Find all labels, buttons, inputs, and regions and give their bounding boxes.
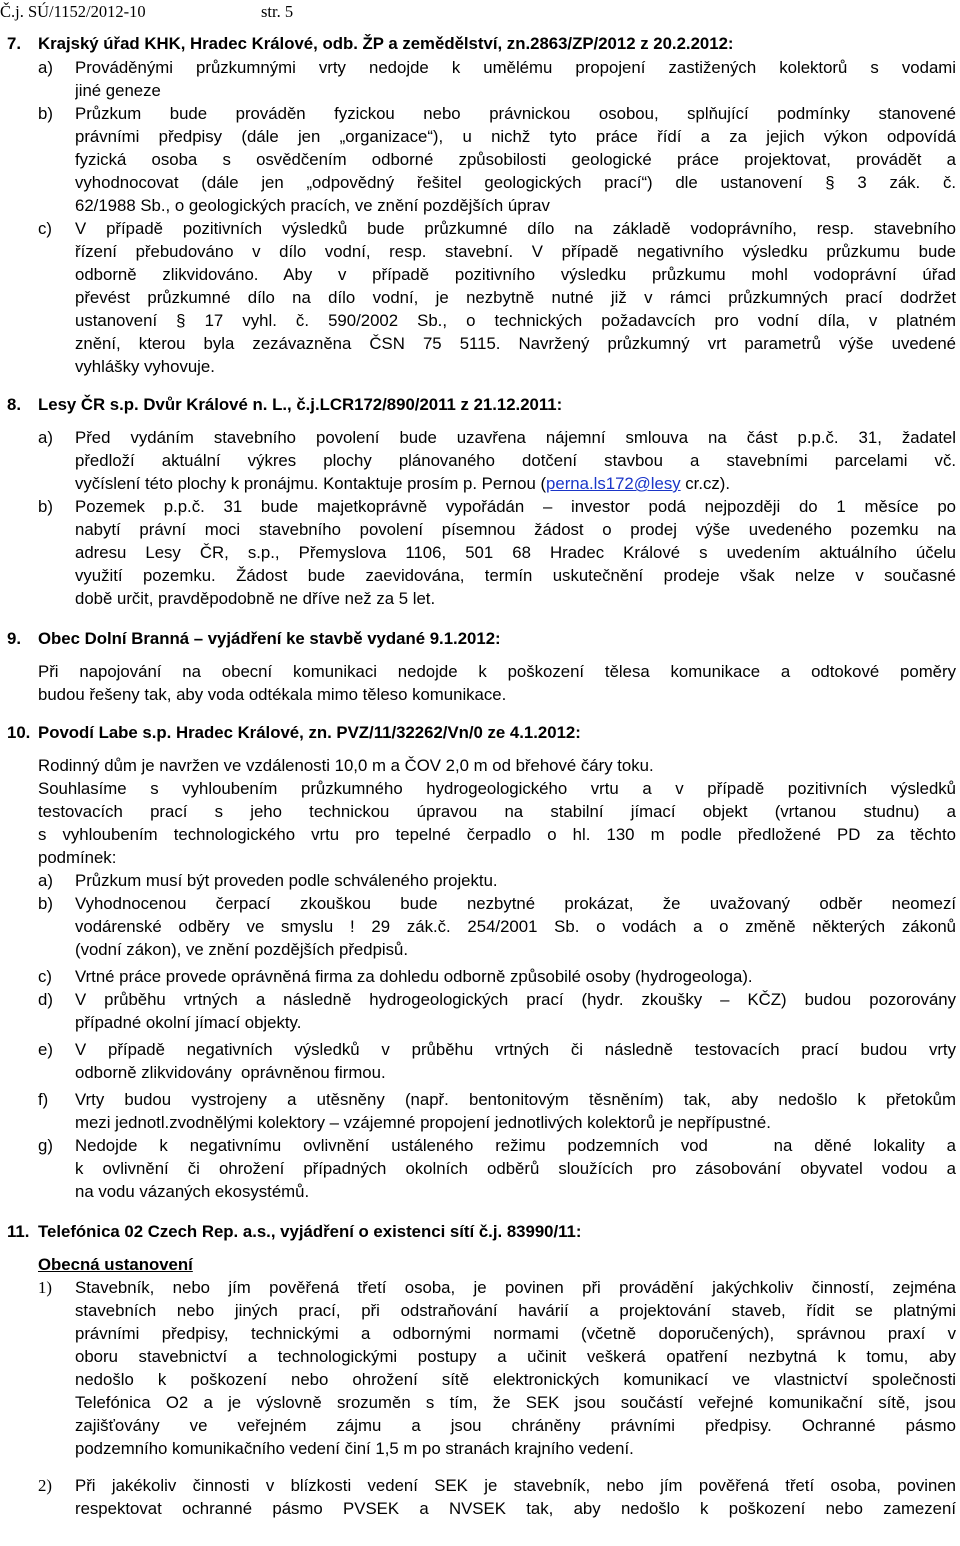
page-number: str. 5: [261, 2, 294, 21]
text-line: [0, 988, 960, 1012]
text-line: [0, 309, 960, 333]
line-text: vyhodnocovat (dále jen „odpovědný řešitel geologických prací“) dle ustanovení § 3 zák. č.: [75, 173, 956, 192]
text-line: [0, 915, 960, 939]
line-text: Prováděnými průzkumnými vrty nedojde k umělému propojení zastižených kolektorů s vodami: [75, 58, 956, 77]
section-number: 7.: [7, 34, 21, 53]
line-text: testovacích prací s jeho technickou úpravou na stabilní jímací objekt (vrtanou studnu) a: [38, 802, 956, 821]
text-line: [0, 125, 960, 149]
text-line: [0, 800, 960, 824]
line-text: Při napojování na obecní komunikaci nedojde k poškození tělesa komunikace a odtokové poměry: [38, 662, 956, 681]
text-line: [0, 846, 960, 870]
text-line: [0, 79, 960, 103]
text-line: [0, 1345, 960, 1369]
item-label: c): [38, 967, 52, 986]
line-text: převést průzkumné dílo na dílo vodní, je nezbytně nutné již v rámci průzkumných prací dodržet: [75, 288, 956, 307]
line-text: nabytí právní moci stavebního povolení písemnou žádost o prodej výše uvedeného pozemku na: [75, 520, 956, 539]
line-text: řízení přebudováno v dílo vodní, resp. stavební. V případě negativního výsledku průzkumu bude: [75, 242, 956, 261]
text-line: [0, 938, 960, 962]
item-label: 2): [38, 1476, 52, 1495]
text-line: [0, 754, 960, 778]
line-text: Telefónica 02 Czech Rep. a.s., vyjádření o existenci sítí č.j. 83990/11:: [38, 1222, 582, 1241]
line-text: Krajský úřad KHK, Hradec Králové, odb. ŽP a zemědělství, zn.2863/ZP/2012 z 20.2.2012:: [38, 34, 734, 53]
text-line: [0, 56, 960, 80]
section-number: 8.: [7, 395, 21, 414]
line-text: Vrtné práce provede oprávněná firma za dohledu odborně způsobilé osoby (hydrogeologa).: [75, 967, 753, 986]
text-line: [0, 587, 960, 611]
section-heading: [0, 32, 960, 56]
line-text: podmínek:: [38, 848, 117, 867]
text-line: [0, 102, 960, 126]
line-text: Vyhodnocenou čerpací zkouškou bude nezbytné prokázat, že uvažovaný odběr neomezí: [75, 894, 956, 913]
text-line: [0, 1111, 960, 1135]
line-text: znění, kterou byla zezávazněna ČSN 75 5115. Navržený průzkumný vrt parametrů výše uvedené: [75, 334, 956, 353]
line-text-before: vyčíslení této plochy k pronájmu. Kontaktuje prosím p. Pernou (: [75, 474, 547, 493]
text-line: [0, 1061, 960, 1085]
line-text: právními předpisy (dále jen „organizace“), u nichž tyto práce řídí a za jejich výkon odpovídá: [75, 127, 956, 146]
text-line: [0, 449, 960, 473]
line-text: případné okolní jímací objekty.: [75, 1013, 302, 1032]
line-text: Obec Dolní Branná – vyjádření ke stavbě vydané 9.1.2012:: [38, 629, 501, 648]
line-text: na vodu vázaných ekosystémů.: [75, 1182, 310, 1201]
line-text: Průzkum bude prováděn fyzickou nebo právnickou osobou, splňující podmínky stanovené: [75, 104, 956, 123]
text-line: [0, 472, 960, 496]
line-text: Stavebník, nebo jím pověřená třetí osoba, je povinen při provádění jakýchkoliv činností, zejména: [75, 1278, 956, 1297]
text-line: [0, 286, 960, 310]
line-text: právními předpisy, technickými a odbornými normami (včetně doporučených), správnou praxí v: [75, 1324, 956, 1343]
item-label: d): [38, 990, 53, 1009]
line-text: Rodinný dům je navržen ve vzdálenosti 10,0 m a ČOV 2,0 m od břehové čáry toku.: [38, 756, 654, 775]
email-link[interactable]: perna.ls172@lesy: [546, 474, 681, 493]
text-line: [0, 777, 960, 801]
text-line: [0, 426, 960, 450]
line-text: Souhlasíme s vyhloubením průzkumného hydrogeologického vrtu a v případě pozitivních výsledků: [38, 779, 956, 798]
line-text: [75, 472, 956, 496]
text-line: [0, 1368, 960, 1392]
line-text: Nedojde k negativnímu ovlivnění ustáleného režimu podzemních vod na děné lokality a: [75, 1136, 956, 1155]
item-label: a): [38, 871, 53, 890]
text-line: [0, 1180, 960, 1204]
section-heading: [0, 627, 960, 651]
line-text: nedošlo k poškození nebo ohrožení sítě elektronických komunikací ve vlastnictví společnosti: [75, 1370, 956, 1389]
line-text: Obecná ustanovení: [38, 1255, 193, 1274]
line-text: stavebních nebo jiných prací, při odstraňování havárií a projektování staveb, řídit se platnými: [75, 1301, 956, 1320]
item-label: e): [38, 1040, 53, 1059]
section-number: 10.: [7, 723, 31, 742]
text-line: [0, 1322, 960, 1346]
line-text: odborně zlikvidováno. Aby v případě pozitivního výsledku průzkumu mohl vodoprávní úřad: [75, 265, 956, 284]
line-text: s vyhloubením technologického vrtu pro tepelné čerpadlo o hl. 130 m podle předložené PD za těchto: [38, 825, 956, 844]
line-text: 62/1988 Sb., o geologických pracích, ve znění pozdějších úprav: [75, 196, 550, 215]
line-text: Lesy ČR s.p. Dvůr Králové n. L., č.j.LCR172/890/2011 z 21.12.2011:: [38, 395, 563, 414]
text-line: [0, 869, 960, 893]
item-label: a): [38, 428, 53, 447]
line-text: k ovlivnění či ohrožení případných okolních odběrů sloužících pro zásobování obyvatel vodou a: [75, 1159, 956, 1178]
text-line: [0, 332, 960, 356]
text-line: [0, 171, 960, 195]
item-label: b): [38, 104, 53, 123]
line-text: Při jakékoliv činnosti v blízkosti vedení SEK je stavebník, nebo jím pověřená třetí osoba, povinen: [75, 1476, 956, 1495]
line-text: V případě pozitivních výsledků bude průzkumné dílo na základě vodoprávního, resp. stavebního: [75, 219, 956, 238]
line-text: vodárenské odběry ve smyslu ! 29 zák.č. 254/2001 Sb. o vodách a o změně některých zákonů: [75, 917, 956, 936]
line-text: fyzická osoba s osvědčením odborné způsobilosti geologické práce projektovat, provádět a: [75, 150, 956, 169]
line-text-after: cr.cz).: [680, 474, 731, 493]
line-text: předloží aktuální výkres plochy plánovaného dotčení stavbou a stavebními parcelami vč.: [75, 451, 956, 470]
text-line: [0, 1414, 960, 1438]
text-line: [0, 194, 960, 218]
text-line: [0, 660, 960, 684]
item-label: b): [38, 497, 53, 516]
line-text: budou řešeny tak, aby voda odtékala mimo těleso komunikace.: [38, 685, 507, 704]
item-label: g): [38, 1136, 53, 1155]
text-line: [0, 1011, 960, 1035]
line-text: využití pozemku. Žádost bude zaevidována, termín uskutečnění prodeje však nelze v současné: [75, 566, 956, 585]
item-label: a): [38, 58, 53, 77]
line-text: Před vydáním stavebního povolení bude uzavřena nájemní smlouva na část p.p.č. 31, žadatel: [75, 428, 956, 447]
line-text: V průběhu vrtných a následně hydrogeologických prací (hydr. zkoušky – KČZ) budou pozorovány: [75, 990, 956, 1009]
text-line: [0, 1299, 960, 1323]
line-text: ustanovení § 17 vyhl. č. 590/2002 Sb., o technických požadavcích pro vodní díla, v platném: [75, 311, 956, 330]
text-line: [0, 1437, 960, 1461]
text-line: [0, 892, 960, 916]
item-label: f): [38, 1090, 49, 1109]
text-line: [0, 683, 960, 707]
text-line: [0, 965, 960, 989]
text-line: [0, 240, 960, 264]
item-label: 1): [38, 1278, 52, 1297]
text-line: [0, 564, 960, 588]
subsection-heading: [0, 1253, 960, 1277]
line-text: vyhlášky vyhovuje.: [75, 357, 215, 376]
line-text: Povodí Labe s.p. Hradec Králové, zn. PVZ/11/32262/Vn/0 ze 4.1.2012:: [38, 723, 581, 742]
text-line: [0, 217, 960, 241]
line-text: Pozemek p.p.č. 31 bude majetkoprávně vypořádán – investor podá nejpozději do 1 měsíce po: [75, 497, 956, 516]
text-line: [0, 1276, 960, 1300]
line-text: podzemního komunikačního vedení činí 1,5 m po stranách krajního vedení.: [75, 1439, 634, 1458]
line-text: době určit, pravděpodobně ne dříve než za 5 let.: [75, 589, 436, 608]
text-line: [0, 148, 960, 172]
item-label: b): [38, 894, 53, 913]
line-text: oboru stavebnictví a technologickými postupy a učinit veškerá opatření nezbytná k tomu, aby: [75, 1347, 956, 1366]
text-line: [0, 541, 960, 565]
text-line: [0, 1497, 960, 1521]
text-line: [0, 1157, 960, 1181]
text-line: [0, 495, 960, 519]
section-number: 9.: [7, 629, 21, 648]
line-text: adresu Lesy ČR, s.p., Přemyslova 1106, 501 68 Hradec Králové s uvedením aktuálního účelu: [75, 543, 956, 562]
section-number: 11.: [7, 1222, 30, 1241]
text-line: [0, 518, 960, 542]
text-line: [0, 263, 960, 287]
line-text: respektovat ochranné pásmo PVSEK a NVSEK tak, aby nedošlo k poškození nebo zamezení: [75, 1499, 956, 1518]
text-line: [0, 823, 960, 847]
page-header: [0, 0, 960, 24]
document-reference: Č.j. SÚ/1152/2012-10: [0, 2, 146, 21]
line-text: jiné geneze: [75, 81, 161, 100]
line-text: mezi jednotl.zvodnělými kolektory – vzájemné propojení jednotlivých kolektorů je nepřípustné.: [75, 1113, 771, 1132]
line-text: V případě negativních výsledků v průběhu vrtných či následně testovacích prací budou vrty: [75, 1040, 956, 1059]
line-text: Vrty budou vystrojeny a utěsněny (např. bentonitovým těsněním) tak, aby nedošlo k přetokům: [75, 1090, 956, 1109]
item-label: c): [38, 219, 52, 238]
section-heading: [0, 721, 960, 745]
text-line: [0, 1134, 960, 1158]
line-text: odborně zlikvidovány oprávněnou firmou.: [75, 1063, 386, 1082]
text-line: [0, 355, 960, 379]
section-heading: [0, 1220, 960, 1244]
section-heading: [0, 393, 960, 417]
line-text: (vodní zákon), ve znění pozdějších předpisů.: [75, 940, 409, 959]
line-text: zajišťovány ve veřejném zájmu a jsou chráněny právními předpisy. Ochranné pásmo: [75, 1416, 956, 1435]
line-text: Telefónica O2 a je výslovně srozuměn s tím, že SEK jsou součástí veřejné komunikační sítě, jsou: [75, 1393, 956, 1412]
text-line: [0, 1038, 960, 1062]
text-line: [0, 1088, 960, 1112]
line-text: Průzkum musí být proveden podle schváleného projektu.: [75, 871, 498, 890]
text-line: [0, 1391, 960, 1415]
text-line: [0, 1474, 960, 1498]
